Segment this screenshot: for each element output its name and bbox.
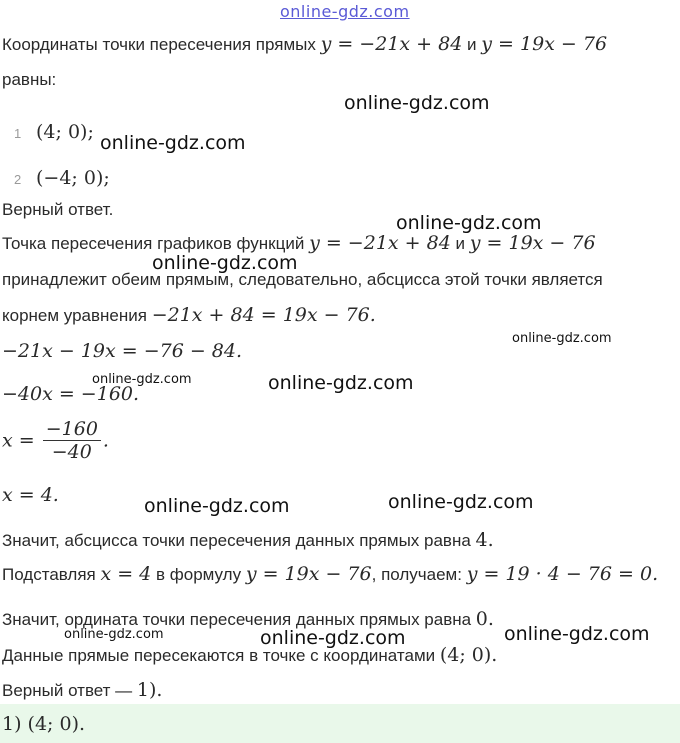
question-and: и — [462, 35, 482, 54]
question-prefix: Координаты точки пересечения прямых — [2, 35, 321, 54]
fraction-denominator: −40 — [51, 441, 92, 463]
equation-step-3 — [2, 418, 109, 463]
watermark: online-gdz.com — [512, 331, 612, 346]
solution-equation: y = −21x + 84 — [309, 232, 451, 254]
option-1[interactable] — [0, 121, 94, 143]
option-2[interactable] — [0, 167, 110, 189]
solution-line-2: принадлежит обеим прямым, следовательно, абсцисса этой точки является — [2, 270, 603, 289]
equation-step-4: x = 4. — [2, 484, 59, 506]
solution-line-8 — [2, 679, 162, 701]
solution-text: в формулу — [151, 565, 246, 584]
watermark: online-gdz.com — [268, 372, 414, 394]
solution-value: (4; 0). — [439, 644, 498, 666]
question-equation-2: y = 19x − 76 — [481, 33, 608, 55]
solution-text: Верный ответ — — [2, 681, 137, 700]
solution-equation: y = 19x − 76 — [469, 232, 596, 254]
option-value: (4; 0); — [36, 121, 94, 143]
solution-equation: −21x + 84 = 19x − 76. — [151, 304, 376, 326]
solution-text: Значит, ордината точки пересечения данных прямых равна — [2, 610, 476, 629]
solution-text: корнем уравнения — [2, 306, 152, 325]
watermark: online-gdz.com — [504, 623, 650, 645]
watermark: online-gdz.com — [100, 132, 246, 154]
solution-line-5 — [2, 563, 658, 585]
correct-label: Верный ответ. — [2, 200, 114, 219]
watermark: online-gdz.com — [64, 627, 164, 642]
question-line — [2, 33, 607, 55]
equation-lhs: x = — [2, 429, 41, 452]
fraction-numerator: −160 — [43, 418, 101, 441]
option-value: (−4; 0); — [36, 167, 110, 189]
watermark: online-gdz.com — [144, 495, 290, 517]
solution-equation: x = 4 — [100, 563, 152, 585]
solution-value: 0. — [475, 608, 494, 630]
solution-text: Значит, абсцисса точки пересечения данных прямых равна — [2, 531, 476, 550]
fraction — [43, 418, 101, 463]
solution-line-1 — [2, 232, 596, 254]
solution-text: Точка пересечения графиков функций — [2, 234, 310, 253]
option-number: 1 — [14, 126, 22, 141]
solution-text: , получаем: — [371, 565, 467, 584]
watermark: online-gdz.com — [92, 372, 192, 387]
question-equation-1: y = −21x + 84 — [320, 33, 463, 55]
solution-equation: y = 19x − 76 — [245, 563, 372, 585]
option-number: 2 — [14, 172, 22, 187]
solution-text: Подставляя — [2, 565, 101, 584]
solution-line-3 — [2, 304, 376, 326]
solution-value: 4. — [475, 529, 494, 551]
watermark: online-gdz.com — [396, 212, 542, 234]
watermark: online-gdz.com — [152, 252, 298, 274]
solution-line-7 — [2, 644, 497, 666]
solution-text: и — [450, 234, 470, 253]
watermark-top: online-gdz.com — [280, 2, 410, 21]
solution-value: 1). — [136, 679, 163, 701]
final-answer-box — [0, 704, 680, 743]
solution-line-4 — [2, 529, 494, 551]
equation-step-1: −21x − 19x = −76 − 84. — [2, 340, 243, 362]
equation-dot: . — [102, 429, 109, 452]
watermark: online-gdz.com — [388, 491, 534, 513]
equation-step-2: −40x = −160. — [2, 383, 140, 405]
final-answer: 1) (4; 0). — [2, 713, 86, 735]
watermark: online-gdz.com — [344, 92, 490, 114]
solution-equation: y = 19 · 4 − 76 = 0. — [466, 563, 659, 585]
solution-text: Данные прямые пересекаются в точке с координатами — [2, 646, 440, 665]
question-suffix: равны: — [2, 70, 57, 89]
watermark: online-gdz.com — [260, 627, 406, 649]
